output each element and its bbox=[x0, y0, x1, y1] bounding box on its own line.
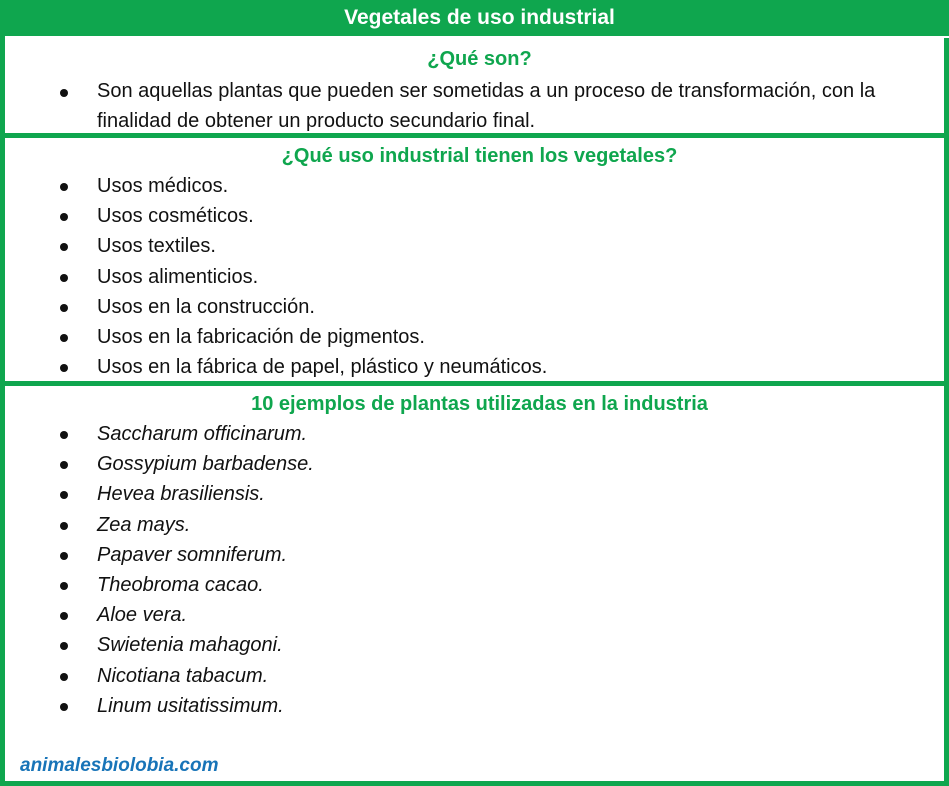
section-heading-que-son: ¿Qué son? bbox=[427, 48, 532, 70]
list-item-text: Usos textiles. bbox=[97, 235, 216, 258]
list-item bbox=[5, 352, 949, 382]
bullet-icon bbox=[60, 334, 68, 342]
bullet-icon bbox=[60, 703, 68, 711]
list-item bbox=[5, 449, 949, 479]
bullet-icon bbox=[60, 491, 68, 499]
list-item bbox=[5, 630, 949, 660]
list-item bbox=[5, 691, 949, 721]
list-item bbox=[5, 419, 949, 449]
list-item-text: Hevea brasiliensis. bbox=[97, 483, 265, 506]
page-title: Vegetales de uso industrial bbox=[5, 0, 949, 38]
bullet-icon bbox=[60, 89, 68, 97]
source-watermark: animalesbiolobia.com bbox=[20, 755, 219, 776]
list-item-text: Usos médicos. bbox=[97, 175, 229, 197]
list-item-text: Gossypium barbadense. bbox=[97, 453, 314, 476]
bullet-icon bbox=[60, 673, 68, 681]
list-item-text: Linum usitatissimum. bbox=[97, 694, 284, 717]
bullet-icon bbox=[60, 274, 68, 282]
list-item-text: Usos en la construcción. bbox=[97, 295, 315, 318]
list-item bbox=[5, 171, 949, 201]
list-item-text: Usos cosméticos. bbox=[97, 205, 254, 228]
list-item-text: Usos alimenticios. bbox=[97, 265, 259, 288]
list-item-text: Usos en la fábrica de papel, plástico y neumáticos. bbox=[97, 356, 548, 379]
bullet-icon bbox=[60, 304, 68, 312]
list-item bbox=[5, 570, 949, 600]
bullet-icon bbox=[60, 522, 68, 530]
list-item bbox=[5, 201, 949, 231]
list-item bbox=[5, 661, 949, 691]
list-item-text: Papaver somniferum. bbox=[97, 543, 288, 566]
bullet-icon bbox=[60, 552, 68, 560]
list-item bbox=[5, 600, 949, 630]
list-item bbox=[5, 540, 949, 570]
list-item-text: Aloe vera. bbox=[97, 604, 188, 627]
bullet-icon bbox=[60, 461, 68, 469]
bullet-icon bbox=[60, 642, 68, 650]
list-item bbox=[5, 292, 949, 322]
section-heading-ejemplos: 10 ejemplos de plantas utilizadas en la industria bbox=[251, 393, 708, 415]
list-item bbox=[5, 262, 949, 292]
bullet-icon bbox=[60, 582, 68, 590]
list-item bbox=[5, 231, 949, 261]
section-divider bbox=[5, 381, 949, 386]
list-item-text: Nicotiana tabacum. bbox=[97, 664, 269, 687]
bullet-icon bbox=[60, 183, 68, 191]
bullet-icon bbox=[60, 213, 68, 221]
bullet-icon bbox=[60, 431, 68, 439]
list-item-text: Usos en la fabricación de pigmentos. bbox=[97, 325, 425, 348]
definition-text: Son aquellas plantas que pueden ser sometidas a un proceso de transformación, con la finalidad de obtener un producto secundario final. bbox=[97, 80, 876, 132]
section-divider bbox=[5, 133, 949, 138]
list-item-text: Swietenia mahagoni. bbox=[97, 634, 283, 657]
bullet-icon bbox=[60, 364, 68, 372]
bullet-icon bbox=[60, 612, 68, 620]
list-item bbox=[5, 322, 949, 352]
plant-examples-list bbox=[5, 419, 949, 721]
uses-list bbox=[5, 171, 949, 382]
list-item-text: Saccharum officinarum. bbox=[97, 423, 308, 445]
list-item-text: Theobroma cacao. bbox=[97, 573, 264, 596]
list-item bbox=[5, 479, 949, 509]
bullet-icon bbox=[60, 243, 68, 251]
list-item-text: Zea mays. bbox=[97, 513, 191, 536]
list-item bbox=[5, 510, 949, 540]
section-heading-usos: ¿Qué uso industrial tienen los vegetales? bbox=[281, 145, 678, 167]
